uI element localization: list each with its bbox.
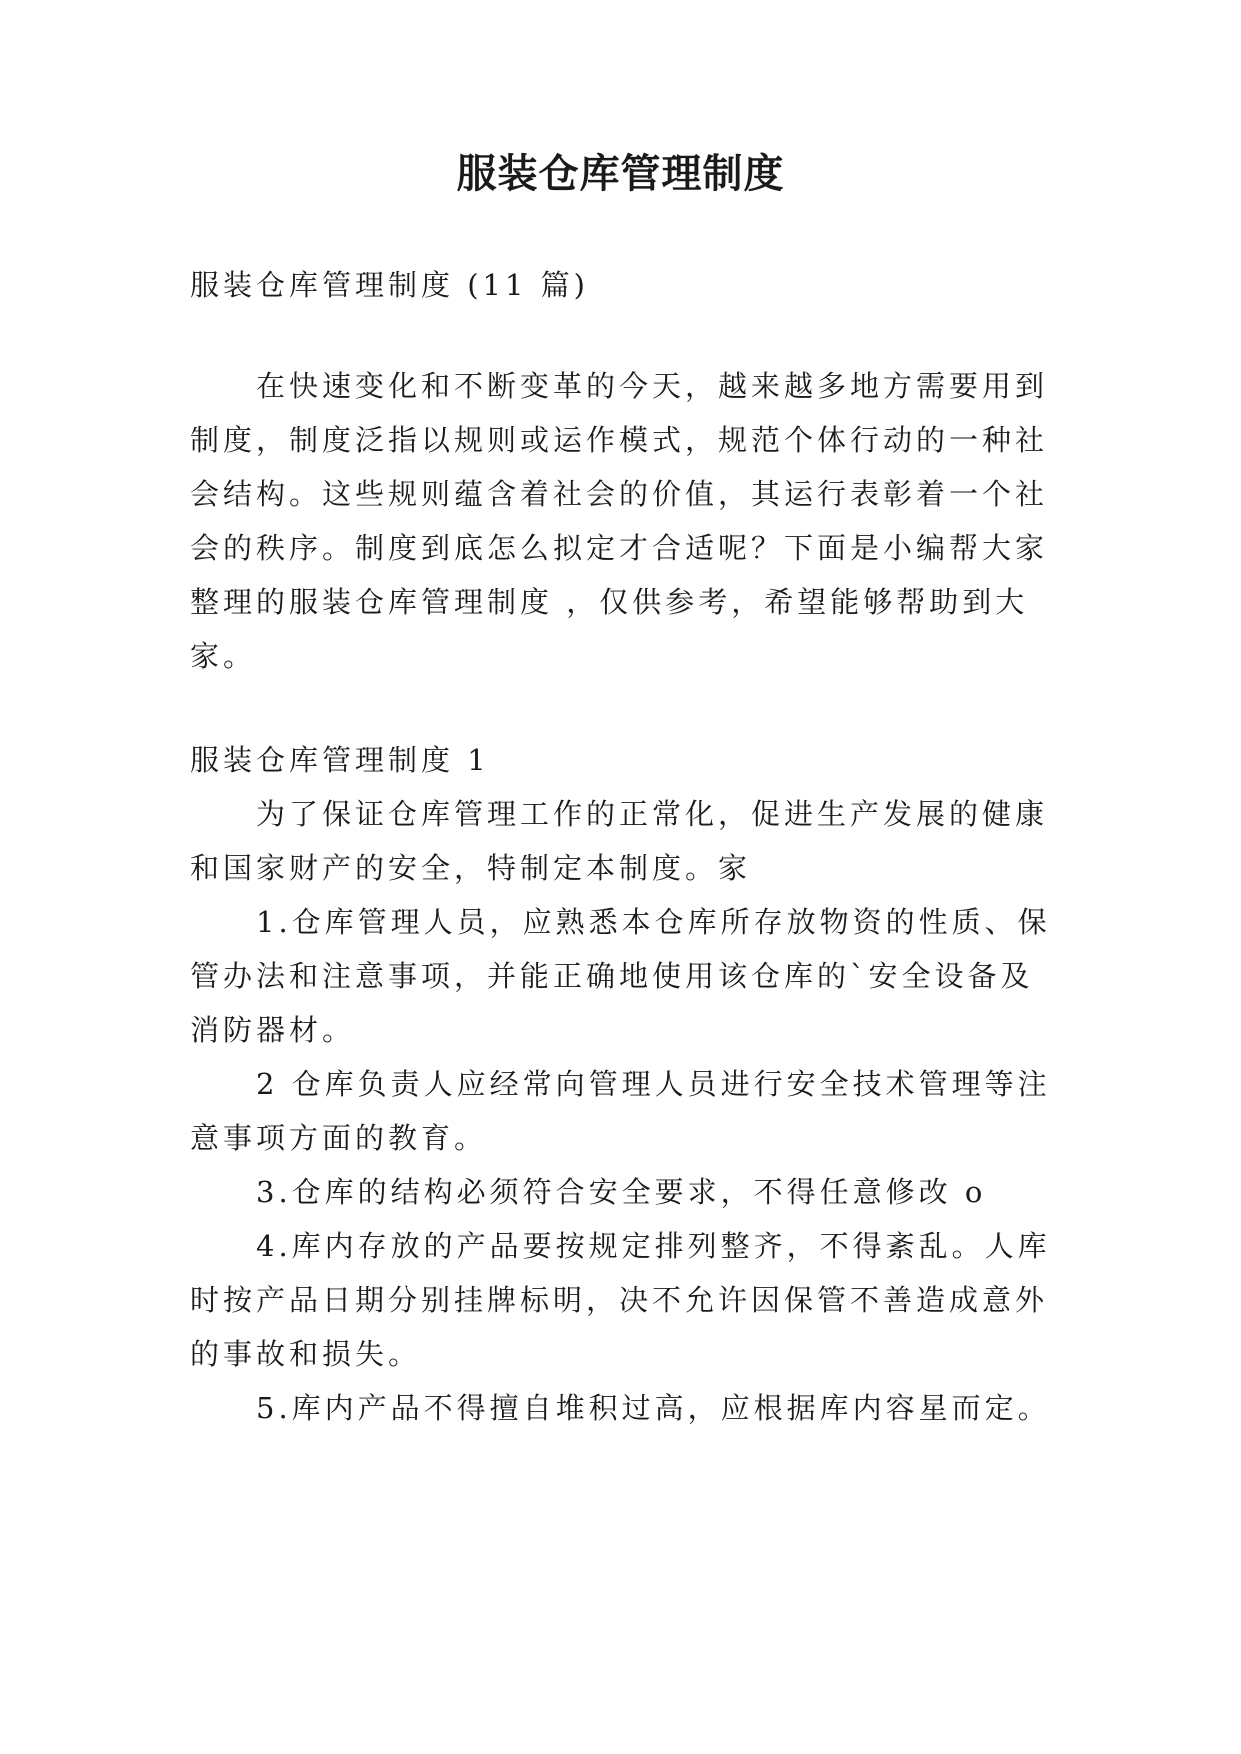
document-subtitle: 服装仓库管理制度 (11 篇) <box>190 268 589 302</box>
intro-line: 会的秩序。制度到底怎么拟定才合适呢？下面是小编帮大家 <box>190 531 1049 565</box>
body-line: 为了保证仓库管理工作的正常化，促进生产发展的健康 <box>256 797 1049 831</box>
document-title: 服装仓库管理制度 <box>456 151 785 197</box>
intro-line: 整理的服装仓库管理制度 ，仅供参考，希望能够帮助到大 <box>190 585 1029 619</box>
intro-line: 在快速变化和不断变革的今天，越来越多地方需要用到 <box>256 369 1049 403</box>
body-line: 时按产品日期分别挂牌标明，决不允许因保管不善造成意外 <box>190 1283 1049 1317</box>
body-line: 管办法和注意事项，并能正确地使用该仓库的`安全设备及 <box>190 959 1034 993</box>
body-line: 5.库内产品不得擅自堆积过高，应根据库内容星而定。 <box>256 1391 1051 1425</box>
body-line: 2 仓库负责人应经常向管理人员进行安全技术管理等注 <box>256 1067 1051 1101</box>
intro-line: 会结构。这些规则蕴含着社会的价值，其运行表彰着一个社 <box>190 477 1049 511</box>
section-heading: 服装仓库管理制度 1 <box>190 743 490 777</box>
body-line: 和国家财产的安全，特制定本制度。家 <box>190 851 752 885</box>
body-line: 3.仓库的结构必须符合安全要求，不得任意修改 o <box>256 1175 987 1209</box>
body-line: 的事故和损失。 <box>190 1337 422 1371</box>
body-line: 意事项方面的教育。 <box>190 1121 488 1155</box>
body-line: 消防器材。 <box>190 1013 356 1047</box>
intro-line: 制度，制度泛指以规则或运作模式，规范个体行动的一种社 <box>190 423 1049 457</box>
intro-line: 家。 <box>190 639 257 673</box>
body-line: 1.仓库管理人员，应熟悉本仓库所存放物资的性质、保 <box>256 905 1051 939</box>
body-line: 4.库内存放的产品要按规定排列整齐，不得紊乱。人库 <box>256 1229 1051 1263</box>
